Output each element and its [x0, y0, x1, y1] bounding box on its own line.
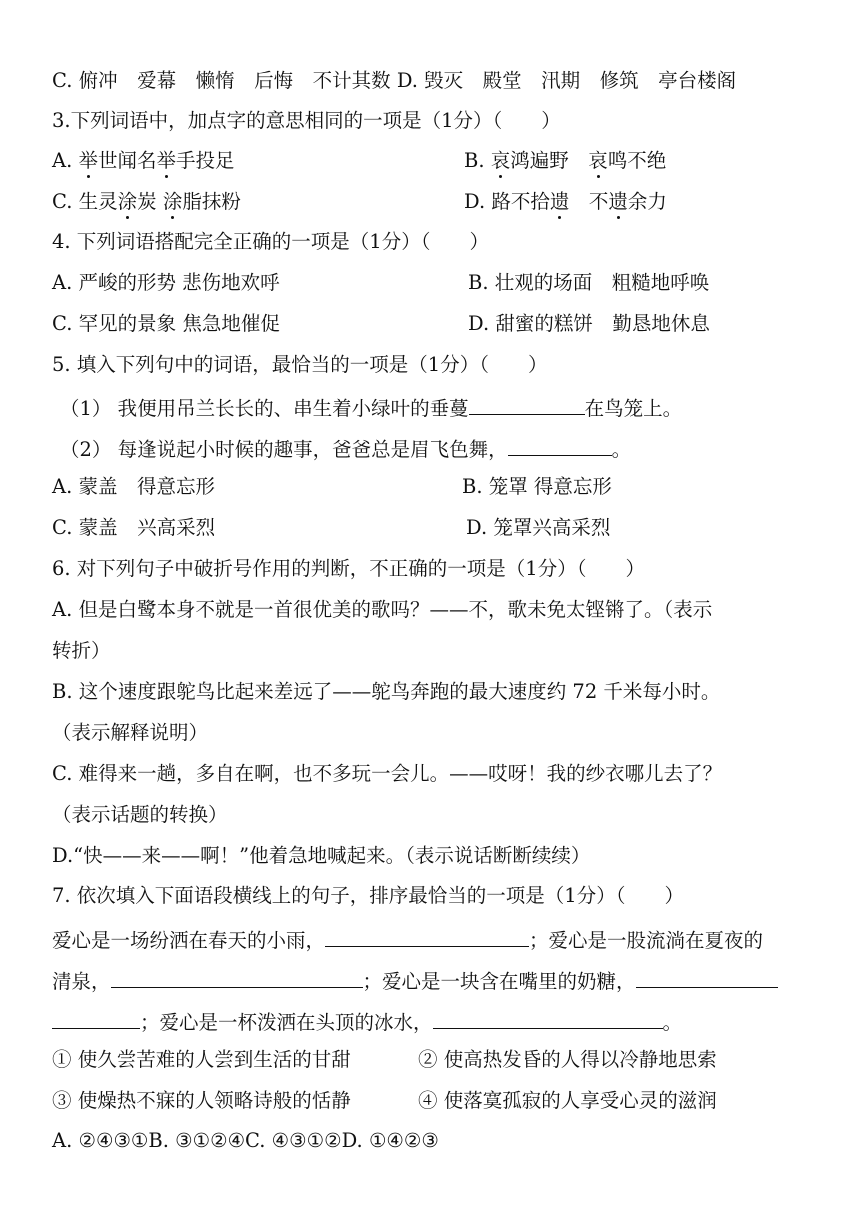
q7-blank-4[interactable]: [433, 1006, 663, 1029]
q5-sentence-1: （1） 我便用吊兰长长的、串生着小绿叶的垂蔓 在鸟笼上。: [60, 392, 682, 422]
q7-passage-line2: 清泉， ；爱心是一块含在嘴里的奶糖，: [52, 965, 778, 995]
q6-option-b-line2: （表示解释说明）: [52, 721, 209, 744]
q4-option-a: A. 严峻的形势 悲伤地欢呼: [52, 271, 280, 294]
q6-option-c-line1: C. 难得来一趟，多自在啊，也不多玩一会儿。——哎呀！我的纱衣哪儿去了？: [52, 762, 723, 785]
q6-option-b-line1: B. 这个速度跟鸵鸟比起来差远了——鸵鸟奔跑的最大速度约 72 千米每小时。: [52, 680, 721, 703]
q5-option-d: D. 笼罩兴高采烈: [466, 516, 611, 539]
q4-option-d: D. 甜蜜的糕饼 勤恳地休息: [468, 312, 710, 335]
q4-option-c: C. 罕见的景象 焦急地催促: [52, 312, 280, 335]
q7-passage-line1: 爱心是一场纷洒在春天的小雨， ；爱心是一股流淌在夏夜的: [52, 924, 763, 954]
question-3-stem: 3.下列词语中，加点字的意思相同的一项是（1分）（ ）: [52, 109, 561, 132]
q7-choice-2: ② 使高热发昏的人得以冷静地思索: [418, 1048, 717, 1071]
q4-option-b: B. 壮观的场面 粗糙地呼唤: [468, 271, 710, 294]
q5-option-c: C. 蒙盖 兴高采烈: [52, 516, 216, 539]
q7-choice-3: ③ 使燥热不寐的人领略诗般的恬静: [52, 1089, 351, 1112]
q7-choice-1: ① 使久尝苦难的人尝到生活的甘甜: [52, 1048, 351, 1071]
q5-sentence-2: （2） 每逢说起小时候的趣事，爸爸总是眉飞色舞， 。: [60, 433, 631, 463]
q7-choice-4: ④ 使落寞孤寂的人享受心灵的滋润: [418, 1089, 717, 1112]
question-7-stem: 7. 依次填入下面语段横线上的句子，排序最恰当的一项是（1分）（ ）: [52, 884, 684, 907]
question-6-stem: 6. 对下列句子中破折号作用的判断，不正确的一项是（1分）（ ）: [52, 557, 645, 580]
q3-option-a: A. 举世闻名举手投足: [52, 149, 235, 172]
q3-option-b: B. 哀鸿遍野 哀鸣不绝: [464, 149, 667, 172]
q5-blank-2[interactable]: [508, 433, 612, 456]
q7-blank-2[interactable]: [111, 965, 363, 988]
q7-answer-options: A. ②④③①B. ③①②④C. ④③①②D. ①④②③: [52, 1129, 439, 1152]
q7-passage-line3: ；爱心是一杯泼洒在头顶的冰水， 。: [52, 1006, 682, 1036]
q5-option-b: B. 笼罩 得意忘形: [462, 475, 612, 498]
q7-blank-3b[interactable]: [52, 1006, 140, 1029]
q3-option-d: D. 路不拾遗 不遗余力: [464, 190, 667, 213]
q5-blank-1[interactable]: [469, 392, 585, 415]
question-4-stem: 4. 下列词语搭配完全正确的一项是（1分）（ ）: [52, 230, 489, 253]
q5-option-a: A. 蒙盖 得意忘形: [52, 475, 215, 498]
q7-blank-3a[interactable]: [636, 965, 778, 988]
q6-option-c-line2: （表示话题的转换）: [52, 803, 228, 826]
q7-blank-1[interactable]: [325, 924, 529, 947]
line-options-cd: C. 俯冲 爱幕 懒惰 后悔 不计其数 D. 毁灭 殿堂 汛期 修筑 亭台楼阁: [52, 69, 737, 92]
question-5-stem: 5. 填入下列句中的词语，最恰当的一项是（1分）（ ）: [52, 353, 548, 376]
q6-option-a-line2: 转折）: [52, 639, 111, 662]
q6-option-d: D.“快——来——啊！”他着急地喊起来。（表示说话断断续续）: [52, 844, 591, 867]
q6-option-a-line1: A. 但是白鹭本身不就是一首很优美的歌吗？——不，歌未免太铿锵了。（表示: [52, 598, 713, 621]
q3-option-c: C. 生灵涂炭 涂脂抹粉: [52, 190, 241, 213]
